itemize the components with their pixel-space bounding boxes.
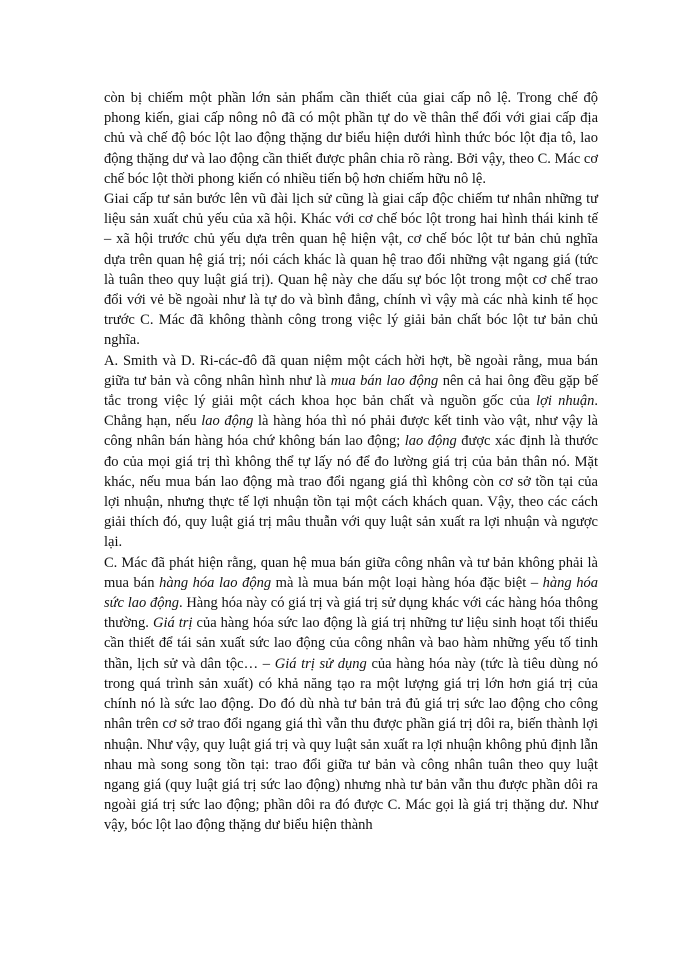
paragraph-bourgeois-class xyxy=(104,189,598,351)
text-run: A. Smith và D. Ri-các-đô đã quan niệm một cách hời hợt, bề ngoài rằng, mua bán giữa tư bản và công nhân hình như là xyxy=(104,352,598,389)
text-run: của hàng hóa này (tức là tiêu dùng nó trong quá trình sản xuất) có khả năng tạo ra một lượng giá trị lớn hơn giá trị của chính nó là sức lao động. Do đó dù nhà tư bản trả đủ giá trị sức lao động cho công nhân trên cơ sở trao đổi ngang giá thì vẫn thu được phần giá trị dôi ra, biến thành lợi nhuận. Như vậy, quy luật giá trị và quy luật sản xuất ra lợi nhuận không phủ định lẫn nhau mà song song tồn tại: trao đổi giữa tư bản và công nhân tuân theo quy luật ngang giá (quy luật giá trị sức lao động) nhưng nhà tư bản vẫn thu được phần dôi ra ngoài giá trị sức lao động; phần dôi ra đó được C. Mác gọi là giá trị thặng dư. Như vậy, bóc lột lao động thặng dư biểu hiện thành xyxy=(104,655,598,834)
text-run: còn bị chiếm một phần lớn sản phẩm cần thiết của giai cấp nô lệ. Trong chế độ phong kiến, giai cấp nông nô đã có một phần tự do về thân thể đối với giai cấp địa chủ và chế độ bóc lột lao động thặng dư biểu hiện dưới hình thức bóc lột địa tô, lao động thặng dư và lao động cần thiết được phân chia rõ ràng. Bởi vậy, theo C. Mác cơ chế bóc lột thời phong kiến có nhiều tiến bộ hơn chiếm hữu nô lệ. xyxy=(104,90,598,187)
emphasized-term: hàng hóa lao động xyxy=(159,574,272,591)
text-run: mà là mua bán một loại hàng hóa đặc biệt – xyxy=(271,574,543,591)
text-run: nên cả hai ông đều gặp bế tắc trong việc lý giải một cách khoa học bản chất và nguồn gốc của xyxy=(104,372,599,410)
text-run: C. Mác đã phát hiện rằng, quan hệ mua bán giữa công nhân và tư bản không phải là mua bán xyxy=(104,554,598,591)
text-run: của hàng hóa sức lao động là giá trị những tư liệu sinh hoạt tối thiểu cần thiết để tái sản xuất sức lao động của công nhân và bao hàm những yếu tố tinh thần, lịch sử và dân tộc… – xyxy=(104,615,599,672)
emphasized-term: lao động xyxy=(404,433,457,450)
emphasized-term: lao động xyxy=(201,413,254,430)
emphasized-term: Giá trị sử dụng xyxy=(274,655,367,672)
emphasized-term: mua bán lao động xyxy=(330,372,439,389)
document-page xyxy=(104,88,598,836)
text-run: . Hàng hóa này có giá trị và giá trị sử dụng khác với các hàng hóa thông thường. xyxy=(104,595,598,632)
paragraph-feudal-exploitation xyxy=(104,88,598,189)
text-run: được xác định là thước đo của mọi giá trị thì không thể tự lấy nó để đo lường giá trị của bản thân nó. Mặt khác, nếu mua bán lao động mà trao đổi ngang giá thì không còn cơ sở tồn tại của lợi nhuận, nhưng thực tế lợi nhuận tồn tại một cách khách quan. Vậy, theo các cách giải thích đó, quy luật giá trị mâu thuẫn với quy luật sản xuất ra lợi nhuận và ngược lại. xyxy=(104,433,599,551)
emphasized-term: lợi nhuận xyxy=(536,393,595,410)
paragraph-marx-labor-power xyxy=(104,553,598,836)
text-run: Giai cấp tư sản bước lên vũ đài lịch sử cũng là giai cấp độc chiếm tư nhân những tư liệu sản xuất chủ yếu của xã hội. Khác với cơ chế bóc lột trong hai hình thái kinh tế – xã hội trước chủ yếu dựa trên quan hệ hiện vật, cơ chế bóc lột tư bản chủ nghĩa dựa trên quan hệ giá trị; nói cách khác là quan hệ trao đổi những vật ngang giá (tức là tuân theo quy luật giá trị). Quan hệ này che dấu sự bóc lột trong một cơ chế trao đổi với vẻ bề ngoài như là tự do và bình đẳng, chính vì vậy mà các nhà kinh tế học trước C. Mác đã không thành công trong việc lý giải bản chất bóc lột tư bản chủ nghĩa. xyxy=(104,191,598,349)
paragraph-smith-ricardo xyxy=(104,351,598,553)
emphasized-term: Giá trị xyxy=(152,615,193,632)
text-run: là hàng hóa thì nó phải được kết tinh vào vật, như vậy là công nhân bán hàng hóa chứ không bán lao động; xyxy=(104,413,598,450)
emphasized-term: hàng hóa sức lao động xyxy=(104,574,599,612)
text-run: . Chẳng hạn, nếu xyxy=(104,393,599,430)
